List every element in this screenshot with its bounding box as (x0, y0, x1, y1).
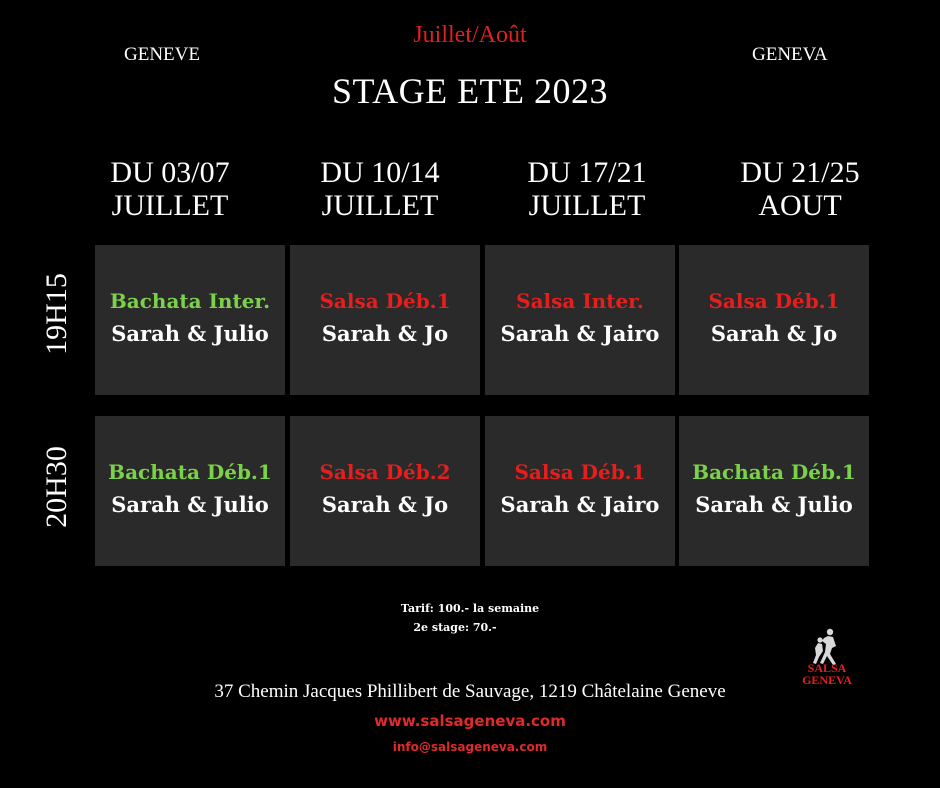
city-left: GENEVE (124, 44, 200, 65)
teachers: Sarah & Julio (111, 492, 269, 517)
column-header-month: JUILLET (321, 189, 439, 222)
page-title: STAGE ETE 2023 (331, 71, 609, 111)
schedule-cell (679, 416, 869, 566)
teachers: Sarah & Jo (321, 321, 449, 346)
course-name: Salsa Déb.1 (708, 289, 840, 313)
logo-text-top: SALSA (807, 661, 847, 675)
dancing-couple-icon (792, 624, 862, 688)
column-header-3 (482, 156, 692, 222)
course-name: Bachata Inter. (109, 289, 271, 313)
column-header-dates: DU 10/14 (320, 156, 440, 189)
schedule-cell (679, 245, 869, 395)
teachers: Sarah & Jairo (500, 492, 660, 517)
salsa-geneva-logo (792, 624, 862, 688)
column-header-4 (695, 156, 905, 222)
column-header-1 (65, 156, 275, 222)
column-header-dates: DU 17/21 (527, 156, 647, 189)
course-name: Salsa Inter. (516, 289, 644, 313)
course-name: Salsa Déb.1 (319, 289, 451, 313)
schedule-cell (485, 416, 675, 566)
logo-text-bottom: GENEVA (802, 673, 852, 687)
teachers: Sarah & Jo (321, 492, 449, 517)
course-name: Bachata Déb.1 (692, 460, 856, 484)
column-header-month: JUILLET (111, 189, 229, 222)
email-link[interactable]: info@salsageneva.com (392, 740, 548, 754)
website-link[interactable]: www.salsageneva.com (374, 712, 566, 730)
column-header-month: AOUT (758, 189, 842, 222)
column-header-month: JUILLET (528, 189, 646, 222)
course-name: Bachata Déb.1 (108, 460, 272, 484)
course-name: Salsa Déb.2 (319, 460, 451, 484)
teachers: Sarah & Julio (111, 321, 269, 346)
schedule-cell (290, 245, 480, 395)
teachers: Sarah & Jairo (500, 321, 660, 346)
row-time-2: 20H30 (40, 446, 73, 528)
subtitle: Juillet/Août (413, 22, 527, 48)
price-line: Tarif: 100.- la semaine (400, 602, 540, 615)
teachers: Sarah & Julio (695, 492, 853, 517)
second-stage-price: 2e stage: 70.- (413, 621, 497, 634)
course-name: Salsa Déb.1 (514, 460, 646, 484)
column-header-dates: DU 21/25 (740, 156, 860, 189)
column-header-2 (275, 156, 485, 222)
schedule-cell (95, 416, 285, 566)
address: 37 Chemin Jacques Phillibert de Sauvage, 1219 Châtelaine Geneve (214, 681, 726, 702)
city-right: GENEVA (752, 44, 828, 65)
row-time-1: 19H15 (40, 273, 73, 355)
column-header-dates: DU 03/07 (110, 156, 230, 189)
schedule-cell (290, 416, 480, 566)
schedule-cell (95, 245, 285, 395)
schedule-cell (485, 245, 675, 395)
teachers: Sarah & Jo (710, 321, 838, 346)
